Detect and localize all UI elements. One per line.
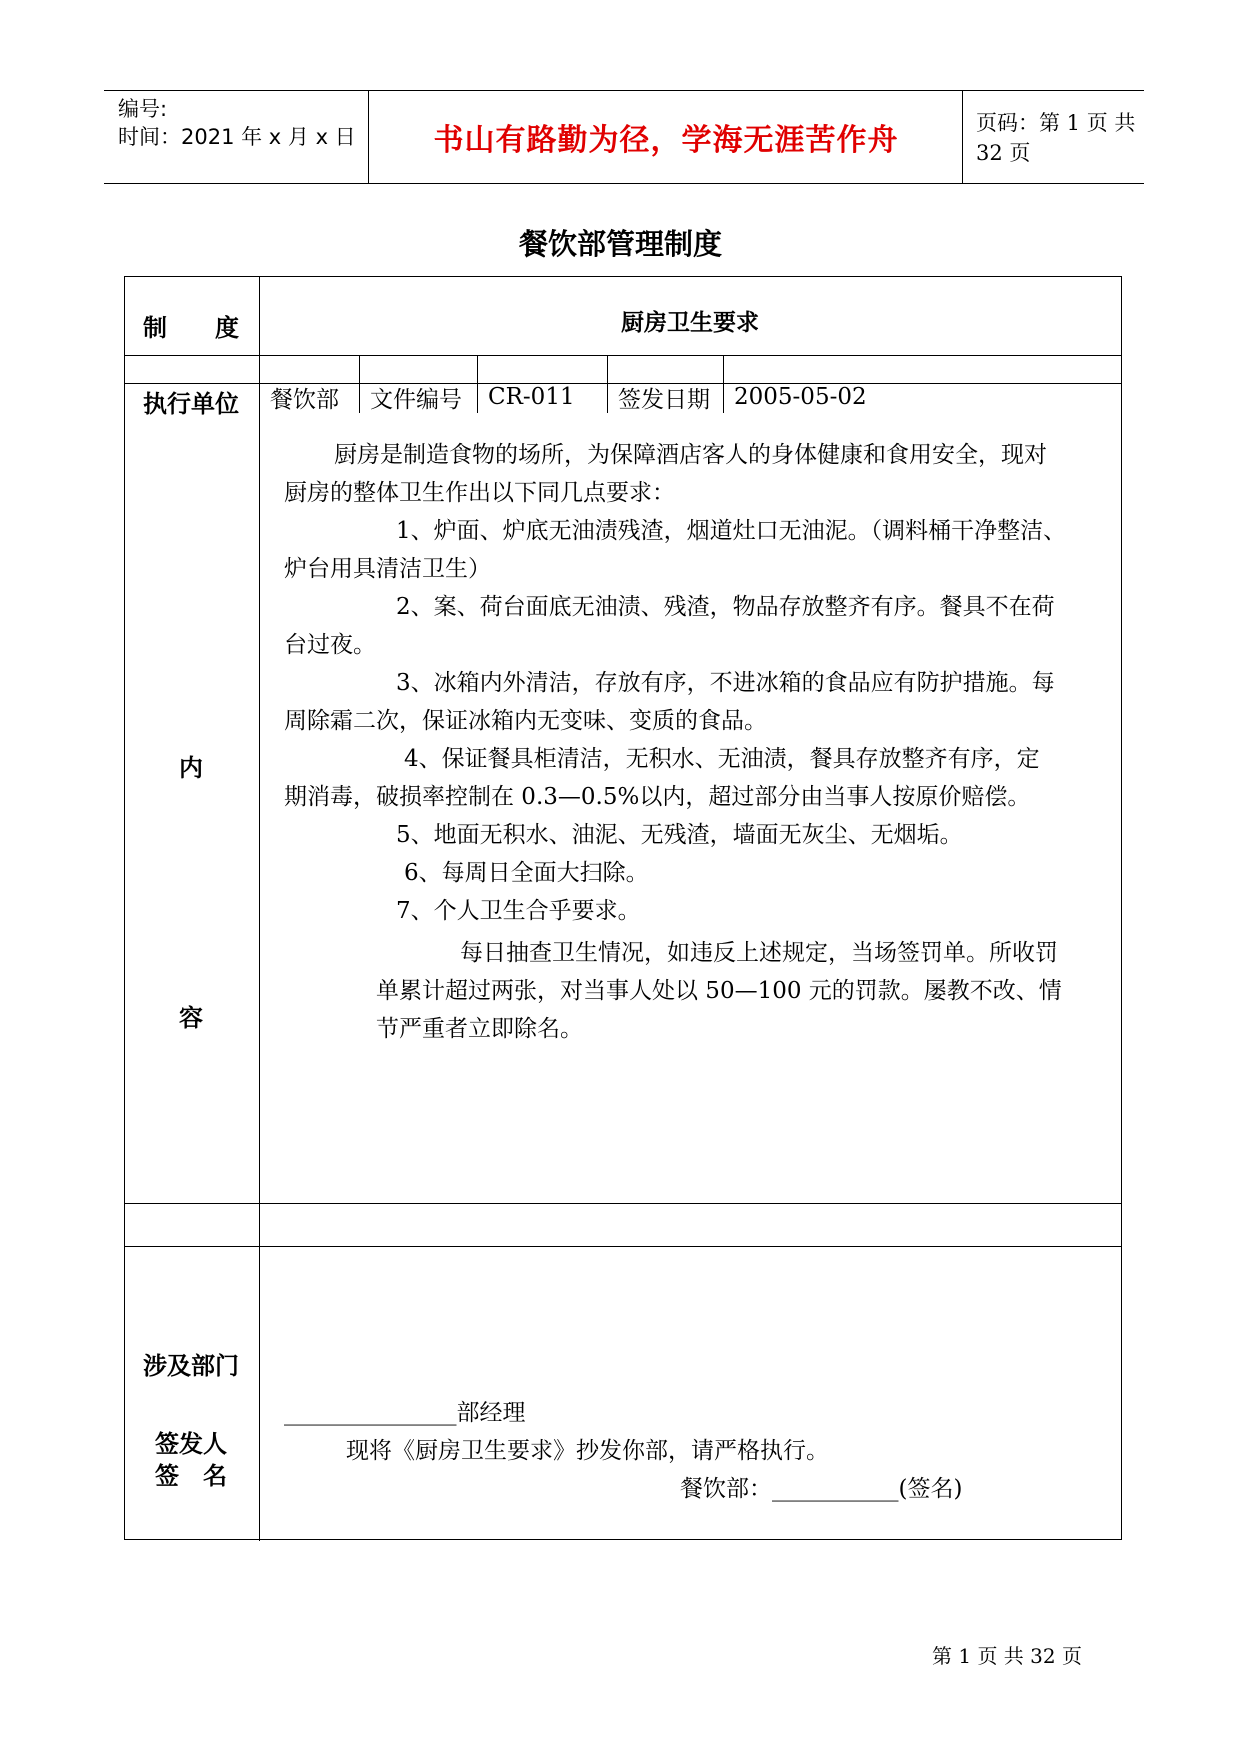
unit-label: 执行单位 xyxy=(143,390,239,418)
signer-line-manager: _______________部经理 xyxy=(284,1400,526,1426)
signer-line-signature: 餐饮部：___________(签名) xyxy=(680,1476,963,1502)
page-header xyxy=(104,90,1144,184)
content-line: 4、保证餐具柜清洁，无积水、无油渍，餐具存放整齐有序，定 xyxy=(404,746,1040,772)
file-no-label: 文件编号 xyxy=(370,386,462,413)
content-label-top: 内 xyxy=(179,754,203,782)
row-divider xyxy=(125,1203,1121,1204)
header-meta xyxy=(118,91,368,183)
issue-date-value: 2005-05-02 xyxy=(734,384,867,410)
serial-label: 编号: xyxy=(118,97,168,121)
signer-label-top: 签发人 xyxy=(155,1430,227,1458)
content-line: 2、案、荷台面底无油渍、残渣，物品存放整齐有序。餐具不在荷 xyxy=(396,594,1055,620)
time-label: 时间：2021 年 x 月 x 日 xyxy=(118,125,356,149)
content-line: 厨房的整体卫生作出以下同几点要求： xyxy=(284,480,675,506)
file-no-value: CR-011 xyxy=(488,384,575,410)
content-line: 台过夜。 xyxy=(284,632,376,658)
content-line: 1、炉面、炉底无油渍残渣，烟道灶口无油泥。（调料桶干净整洁、 xyxy=(396,518,1067,544)
header-divider xyxy=(962,91,963,183)
content-line: 6、每周日全面大扫除。 xyxy=(404,860,649,886)
content-body xyxy=(284,436,1114,1048)
content-line: 节严重者立即除名。 xyxy=(376,1016,583,1042)
signer-label-bottom: 签 名 xyxy=(155,1462,227,1490)
page-footer: 第 1 页 共 32 页 xyxy=(932,1644,1082,1668)
document-title: 餐饮部管理制度 xyxy=(518,227,722,261)
content-line: 5、地面无积水、油泥、无残渣，墙面无灰尘、无烟垢。 xyxy=(396,822,963,848)
content-line: 炉台用具清洁卫生） xyxy=(284,556,491,582)
header-divider xyxy=(368,91,369,183)
content-line: 单累计超过两张，对当事人处以 50—100 元的罚款。屡教不改、情 xyxy=(376,978,1062,1004)
content-line: 7、个人卫生合乎要求。 xyxy=(396,898,641,924)
unit-value: 餐饮部 xyxy=(270,386,339,413)
content-line: 周除霜二次，保证冰箱内无变味、变质的食品。 xyxy=(284,708,767,734)
content-line: 每日抽查卫生情况，如违反上述规定，当场签罚单。所收罚 xyxy=(460,940,1058,966)
content-line: 3、冰箱内外清洁，存放有序，不进冰箱的食品应有防护措施。每 xyxy=(396,670,1055,696)
issue-date-label: 签发日期 xyxy=(618,386,710,413)
dept-value xyxy=(258,1334,1122,1382)
header-page-info: 页码：第 1 页 共 32 页 xyxy=(976,111,1136,165)
content-line: 厨房是制造食物的场所，为保障酒店客人的身体健康和食用安全，现对 xyxy=(334,442,1047,468)
header-motto: 书山有路勤为径，学海无涯苦作舟 xyxy=(433,123,899,158)
signer-line-notice: 现将《厨房卫生要求》抄发你部，请严格执行。 xyxy=(346,1438,829,1464)
content-line: 期消毒，破损率控制在 0.3—0.5%以内，超过部分由当事人按原价赔偿。 xyxy=(284,784,1031,810)
dept-label: 涉及部门 xyxy=(143,1352,239,1380)
row-divider xyxy=(125,1246,1121,1247)
system-label: 制 度 xyxy=(143,314,239,342)
content-label-bottom: 容 xyxy=(179,1004,203,1032)
system-value: 厨房卫生要求 xyxy=(621,309,759,336)
